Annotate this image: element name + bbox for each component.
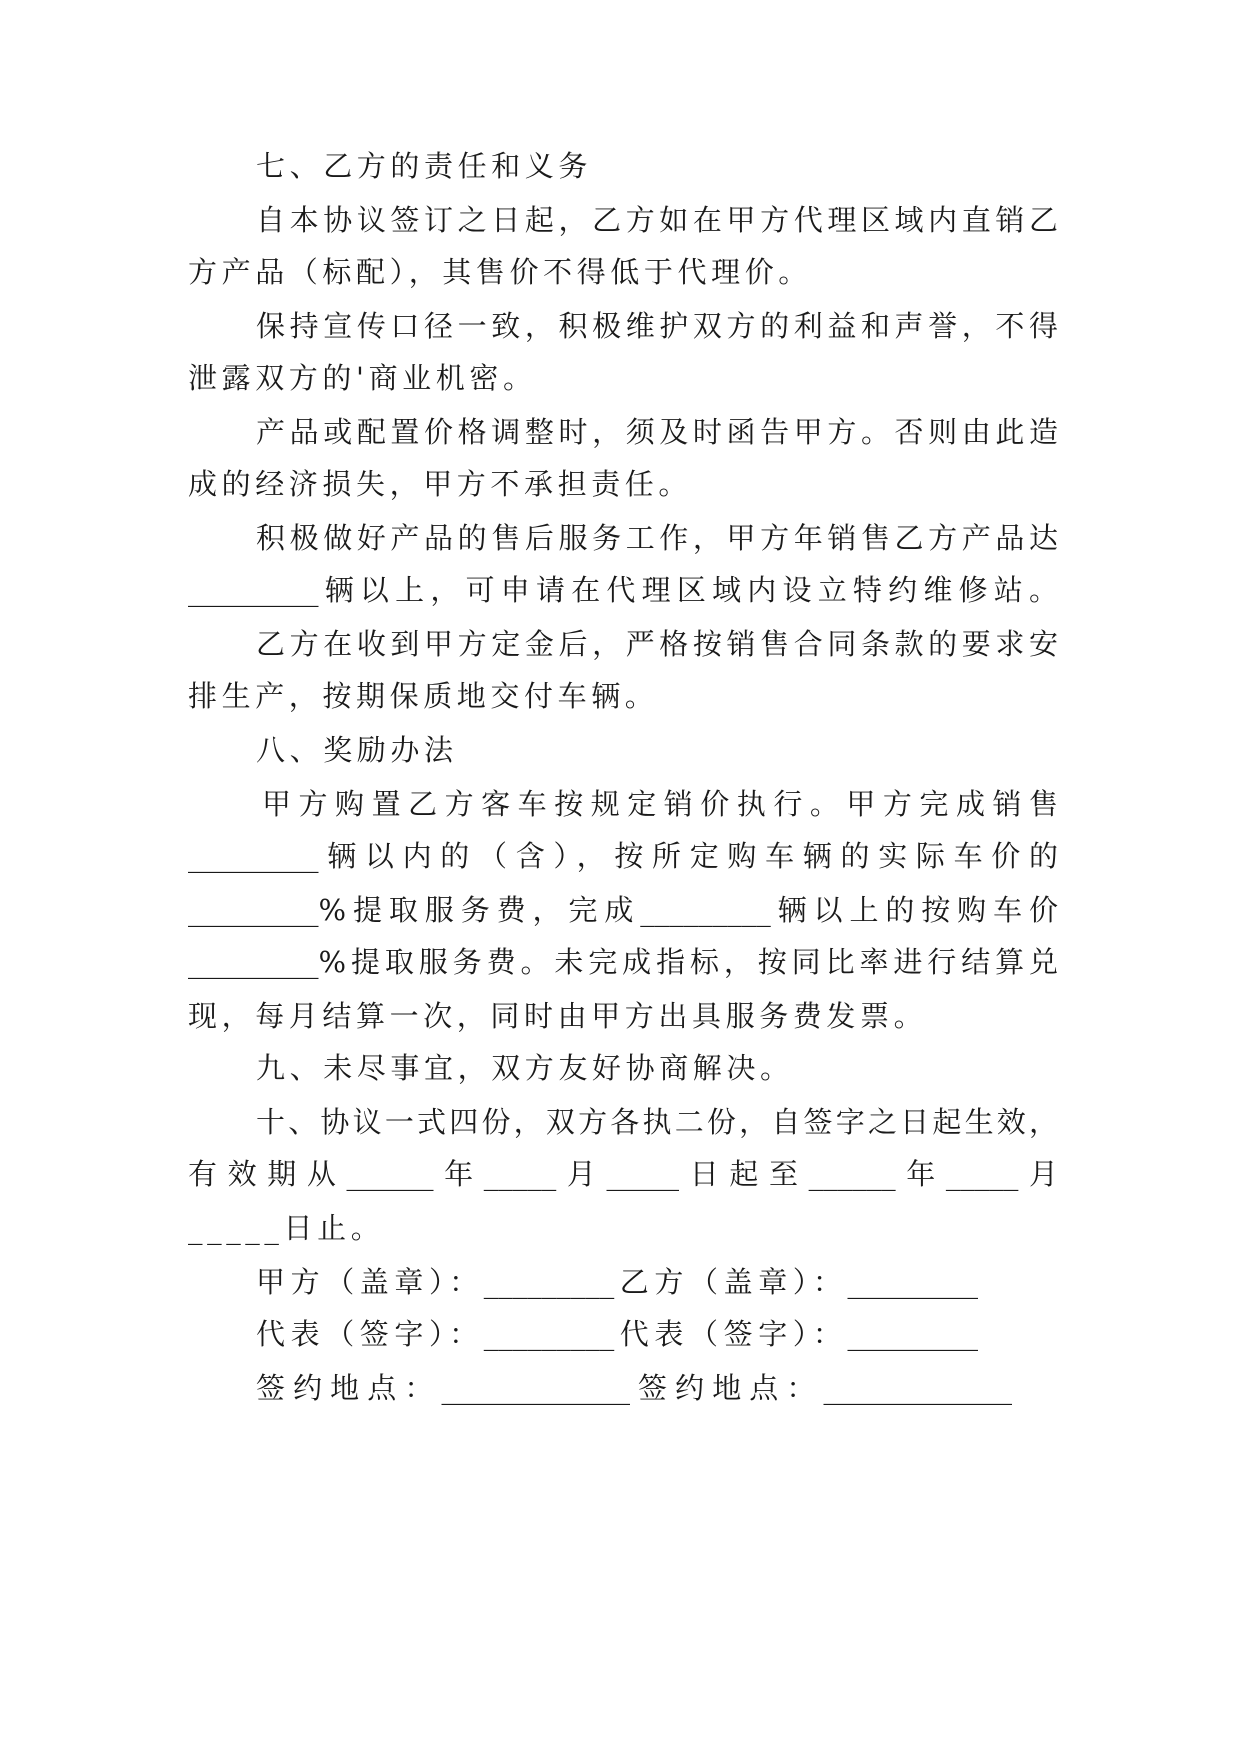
paragraph-line: 保持宣传口径一致，积极维护双方的利益和声誉，不得 bbox=[256, 309, 1058, 343]
paragraph-line: _________%提取服务费，完成_________辆以上的按购车价 bbox=[188, 893, 1058, 927]
paragraph-line: 积极做好产品的售后服务工作，甲方年销售乙方产品达 bbox=[256, 521, 1058, 555]
paragraph-line: _____日止。 bbox=[188, 1211, 385, 1245]
paragraph-line: _________%提取服务费。未完成指标，按同比率进行结算兑 bbox=[188, 945, 1058, 979]
paragraph-line: 成的经济损失，甲方不承担责任。 bbox=[188, 467, 693, 501]
section-7-heading: 七、乙方的责任和义务 bbox=[256, 149, 593, 183]
signature-line-seal: 甲方（盖章）：_________乙方（盖章）：_________ bbox=[256, 1265, 978, 1299]
paragraph-line: _________辆以上，可申请在代理区域内设立特约维修站。 bbox=[188, 573, 1058, 607]
signature-line-location: 签约地点：_____________签约地点：_____________ bbox=[256, 1371, 1012, 1405]
paragraph-line: 甲方购置乙方客车按规定销价执行。甲方完成销售 bbox=[262, 787, 1058, 821]
paragraph-line: 有效期从______年_____月_____日起至______年_____月 bbox=[188, 1157, 1058, 1191]
paragraph-line: 方产品（标配），其售价不得低于代理价。 bbox=[188, 255, 812, 289]
paragraph-line: 泄露双方的'商业机密。 bbox=[188, 361, 537, 395]
signature-line-representative: 代表（签字）：_________代表（签字）：_________ bbox=[256, 1317, 978, 1351]
paragraph-line: 乙方在收到甲方定金后，严格按销售合同条款的要求安 bbox=[256, 627, 1058, 661]
paragraph-line: _________辆以内的（含），按所定购车辆的实际车价的 bbox=[188, 839, 1058, 873]
paragraph-line: 自本协议签订之日起，乙方如在甲方代理区域内直销乙 bbox=[256, 203, 1058, 237]
paragraph-line: 现，每月结算一次，同时由甲方出具服务费发票。 bbox=[188, 999, 928, 1033]
section-8-heading: 八、奖励办法 bbox=[256, 733, 458, 767]
paragraph-line: 产品或配置价格调整时，须及时函告甲方。否则由此造 bbox=[256, 415, 1058, 449]
section-9-line: 九、未尽事宜，双方友好协商解决。 bbox=[256, 1051, 794, 1085]
section-10-line: 十、协议一式四份，双方各执二份，自签字之日起生效， bbox=[256, 1105, 1058, 1139]
paragraph-line: 排生产，按期保质地交付车辆。 bbox=[188, 679, 659, 713]
